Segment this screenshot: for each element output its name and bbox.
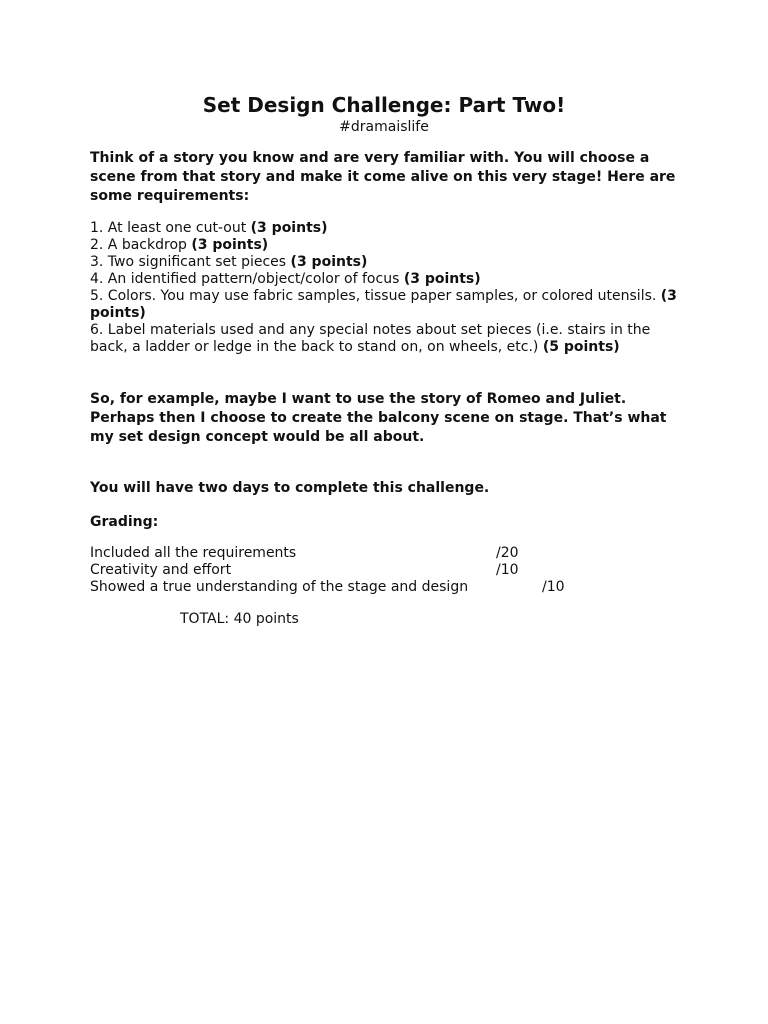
grading-heading: Grading: <box>90 514 159 530</box>
requirements-list <box>90 220 680 356</box>
grading-label: Included all the requirements <box>90 545 297 561</box>
example-paragraph: So, for example, maybe I want to use the story of Romeo and Juliet. Perhaps then I choose to create the balcony scene on stage. That’s what my set design concept would be all about. <box>90 391 667 445</box>
grading-label: Creativity and effort <box>90 562 232 578</box>
page-subtitle: #dramaislife <box>339 119 429 135</box>
requirement-text: 4. An identified pattern/object/color of focus <box>90 271 404 287</box>
intro-paragraph: Think of a story you know and are very familiar with. You will choose a scene from that story and make it come alive on this very stage! Here are some requirements: <box>90 150 676 204</box>
requirement-points: (3 points) <box>403 271 481 287</box>
requirement-text: 2. A backdrop <box>90 237 192 253</box>
grading-score: /20 <box>496 545 519 561</box>
requirement-item <box>90 288 680 322</box>
requirement-item <box>90 220 680 237</box>
requirement-item <box>90 322 680 356</box>
requirement-text: 1. At least one cut-out <box>90 220 251 236</box>
grading-score: /10 <box>496 562 519 578</box>
requirement-text: 6. Label materials used and any special notes about set pieces (i.e. stairs in the back, a ladder or ledge in the back to stand on, on wheels, etc.) <box>90 322 651 355</box>
grading-label: Showed a true understanding of the stage and design <box>90 579 469 595</box>
page-title: Set Design Challenge: Part Two! <box>202 93 566 117</box>
duration-note: You will have two days to complete this challenge. <box>90 480 490 496</box>
requirement-points: (5 points) <box>542 339 620 355</box>
requirement-points: (3 points) <box>250 220 328 236</box>
grading-score: /10 <box>542 579 565 595</box>
requirement-points: (3 points) <box>90 288 677 321</box>
requirement-item <box>90 254 680 271</box>
requirement-text: 5. Colors. You may use fabric samples, tissue paper samples, or colored utensils. <box>90 288 661 304</box>
grading-total: TOTAL: 40 points <box>180 611 299 627</box>
requirement-item <box>90 271 680 288</box>
requirement-points: (3 points) <box>191 237 269 253</box>
requirement-item <box>90 237 680 254</box>
requirement-text: 3. Two significant set pieces <box>90 254 291 270</box>
requirement-points: (3 points) <box>290 254 368 270</box>
